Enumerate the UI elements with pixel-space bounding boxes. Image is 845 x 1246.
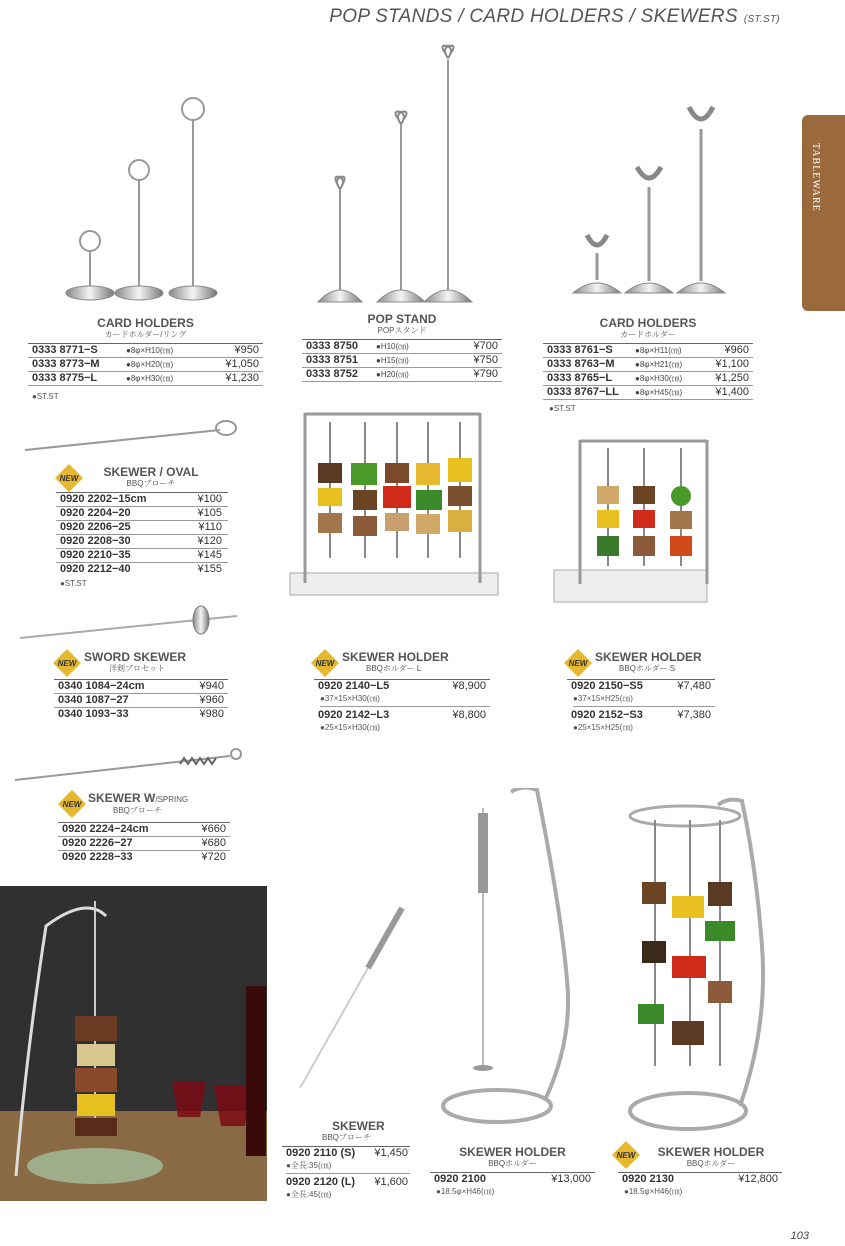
table-row[interactable]: 0920 2202−15cm ¥100	[56, 493, 228, 507]
spec-note: ●25×15×H30(㎝)	[320, 723, 380, 732]
photo-illustration	[0, 886, 267, 1201]
skewer-holder-l-image	[285, 408, 505, 628]
side-tab[interactable]: TABLEWARE	[802, 115, 845, 311]
sword-skewer-subtitle: 洋剣ブロセット	[109, 664, 165, 673]
table-row[interactable]: 0920 2226−27 ¥680	[58, 837, 230, 851]
svg-text:NEW: NEW	[59, 474, 79, 483]
material-note: ●ST.ST	[60, 579, 87, 588]
skewer-oval-title: SKEWER / OVAL	[103, 465, 199, 479]
table-row[interactable]: 0340 1087−27 ¥960	[54, 694, 228, 708]
skewer-holder-s-subtitle: BBQホルダー S	[619, 664, 676, 673]
skewer-holder-s-section	[567, 651, 715, 733]
page-title: POP STANDS / CARD HOLDERS / SKEWERS (ST.ST)	[329, 6, 780, 27]
table-row[interactable]: 0333 8771−S ●8φ×H10(㎝) ¥950	[28, 344, 263, 358]
spec-note: ●全長:45(㎝)	[286, 1190, 332, 1199]
skewer-w-subtitle: BBQブローチ	[113, 806, 162, 815]
sword-skewer-table	[54, 679, 228, 721]
sword-skewer-title: SWORD SKEWER	[84, 650, 186, 664]
skewer-holder-s-image	[552, 436, 712, 608]
skewer-holder-2130-table	[618, 1172, 782, 1197]
table-row[interactable]: 0920 2212−40 ¥155	[60, 563, 222, 575]
skewer-section	[282, 1120, 410, 1200]
spec-note: ●37×15×H30(㎝)	[320, 693, 490, 707]
card-holders-table	[543, 343, 753, 400]
table-row[interactable]: 0920 2206−25 ¥110	[56, 521, 228, 535]
table-row[interactable]: 0920 2140−L5 ¥8,900	[318, 680, 486, 692]
skewer-holder-l-section	[314, 651, 490, 733]
skewer-oval-table	[56, 492, 228, 576]
table-row[interactable]: 0333 8752 ●H20(㎝) ¥790	[302, 368, 502, 382]
skewer-title: SKEWER	[332, 1119, 385, 1133]
skewer-w-table	[58, 822, 230, 864]
bbq-skewer-photo	[0, 886, 267, 1201]
pop-stand-section	[302, 313, 502, 382]
table-row[interactable]: 0333 8773−M ●8φ×H20(㎝) ¥1,050	[28, 358, 263, 372]
skewer-w-title: SKEWER W/SPRING	[88, 791, 189, 805]
svg-text:NEW: NEW	[57, 659, 77, 668]
skewer-oval-subtitle: BBQブローチ	[126, 479, 176, 488]
material-note: ●ST.ST	[32, 392, 59, 401]
sword-skewer-image	[15, 600, 245, 645]
svg-text:NEW: NEW	[616, 1151, 636, 1160]
table-row[interactable]: 0333 8767−LL ●8φ×H45(㎝) ¥1,400	[543, 386, 753, 400]
sword-skewer-section	[54, 651, 228, 721]
skewer-holder-2130-title: SKEWER HOLDER	[657, 1145, 765, 1159]
table-row[interactable]: 0920 2224−24cm ¥660	[58, 823, 230, 837]
skewer-w-section	[58, 792, 230, 864]
table-row[interactable]: 0340 1084−24cm ¥940	[54, 680, 228, 694]
table-row[interactable]: 0333 8775−L ●8φ×H30(㎝) ¥1,230	[28, 372, 263, 386]
skewer-holder-l-table	[314, 679, 490, 733]
table-row[interactable]: 0920 2110 (S) ¥1,450	[286, 1147, 408, 1159]
table-row[interactable]: 0333 8751 ●H15(㎝) ¥750	[302, 354, 502, 368]
skewer-subtitle: BBQブローチ	[322, 1133, 371, 1142]
skewer-holder-2130-image	[610, 796, 785, 1141]
skewer-holder-2130-section	[618, 1146, 782, 1197]
card-holder-ring-image	[60, 95, 225, 305]
spec-note: ●全長:35(㎝)	[286, 1160, 410, 1174]
table-row[interactable]: 0920 2130 ¥12,800	[622, 1173, 778, 1185]
skewer-holder-2130-subtitle: BBQホルダー	[686, 1159, 736, 1168]
skewer-holder-l-title: SKEWER HOLDER	[342, 650, 449, 664]
skewer-holder-2100-table	[430, 1172, 595, 1197]
table-row[interactable]: 0920 2208−30 ¥120	[56, 535, 228, 549]
table-row[interactable]: 0920 2150−S5 ¥7,480	[571, 680, 711, 692]
card-holder-image	[565, 95, 740, 305]
pop-stand-title: POP STAND	[367, 312, 437, 326]
card-holders-ring-subtitle: カードホルダー/リング	[104, 330, 187, 339]
skewer-holder-l-subtitle: BBQホルダー L	[366, 664, 422, 673]
skewer-image	[290, 898, 410, 1098]
skewer-table	[282, 1146, 410, 1200]
skewer-oval-image	[20, 412, 245, 457]
table-row[interactable]: 0333 8765−L ●8φ×H30(㎝) ¥1,250	[543, 372, 753, 386]
card-holders-title: CARD HOLDERS	[599, 316, 697, 330]
table-row[interactable]: 0920 2210−35 ¥145	[56, 549, 228, 563]
table-row[interactable]: 0920 2100 ¥13,000	[434, 1173, 591, 1185]
page-number: 103	[790, 1230, 809, 1242]
skewer-holder-2100-section	[430, 1146, 595, 1197]
skewer-w-image	[10, 742, 245, 787]
table-row[interactable]: 0340 1093−33 ¥980	[58, 708, 224, 720]
pop-stand-table	[302, 339, 502, 382]
table-row[interactable]: 0333 8761−S ●8φ×H11(㎝) ¥960	[543, 344, 753, 358]
table-row[interactable]: 0920 2228−33 ¥720	[62, 851, 226, 863]
card-holders-section	[543, 317, 753, 413]
svg-text:NEW: NEW	[315, 659, 335, 668]
spec-note: ●18.5φ×H46(㎝)	[624, 1187, 683, 1196]
table-row[interactable]: 0920 2152−S3 ¥7,380	[571, 709, 711, 721]
spec-note: ●25×15×H25(㎝)	[573, 723, 633, 732]
card-holders-ring-title: CARD HOLDERS	[97, 316, 194, 330]
skewer-oval-section	[56, 466, 228, 588]
pop-stand-image	[312, 40, 497, 310]
pop-stand-subtitle: POPスタンド	[377, 326, 427, 335]
card-holders-subtitle: カードホルダー	[620, 330, 676, 339]
card-holders-ring-section	[28, 317, 263, 401]
skewer-holder-s-table	[567, 679, 715, 733]
table-row[interactable]: 0333 8763−M ●8φ×H21(㎝) ¥1,100	[543, 358, 753, 372]
skewer-holder-s-title: SKEWER HOLDER	[595, 650, 702, 664]
material-note: ●ST.ST	[549, 404, 576, 413]
table-row[interactable]: 0920 2204−20 ¥105	[56, 507, 228, 521]
svg-text:NEW: NEW	[62, 800, 82, 809]
table-row[interactable]: 0920 2120 (L) ¥1,600	[286, 1176, 408, 1188]
table-row[interactable]: 0920 2142−L3 ¥8,800	[318, 709, 486, 721]
card-holders-ring-table	[28, 343, 263, 386]
svg-text:NEW: NEW	[568, 659, 588, 668]
skewer-holder-2100-subtitle: BBQホルダー	[488, 1159, 537, 1168]
skewer-holder-2100-title: SKEWER HOLDER	[459, 1145, 566, 1159]
table-row[interactable]: 0333 8750 ●H10(㎝) ¥700	[302, 340, 502, 354]
spec-note: ●18.5φ×H46(㎝)	[436, 1187, 495, 1196]
spec-note: ●37×15×H25(㎝)	[573, 693, 715, 707]
skewer-holder-2100-image	[435, 788, 585, 1133]
